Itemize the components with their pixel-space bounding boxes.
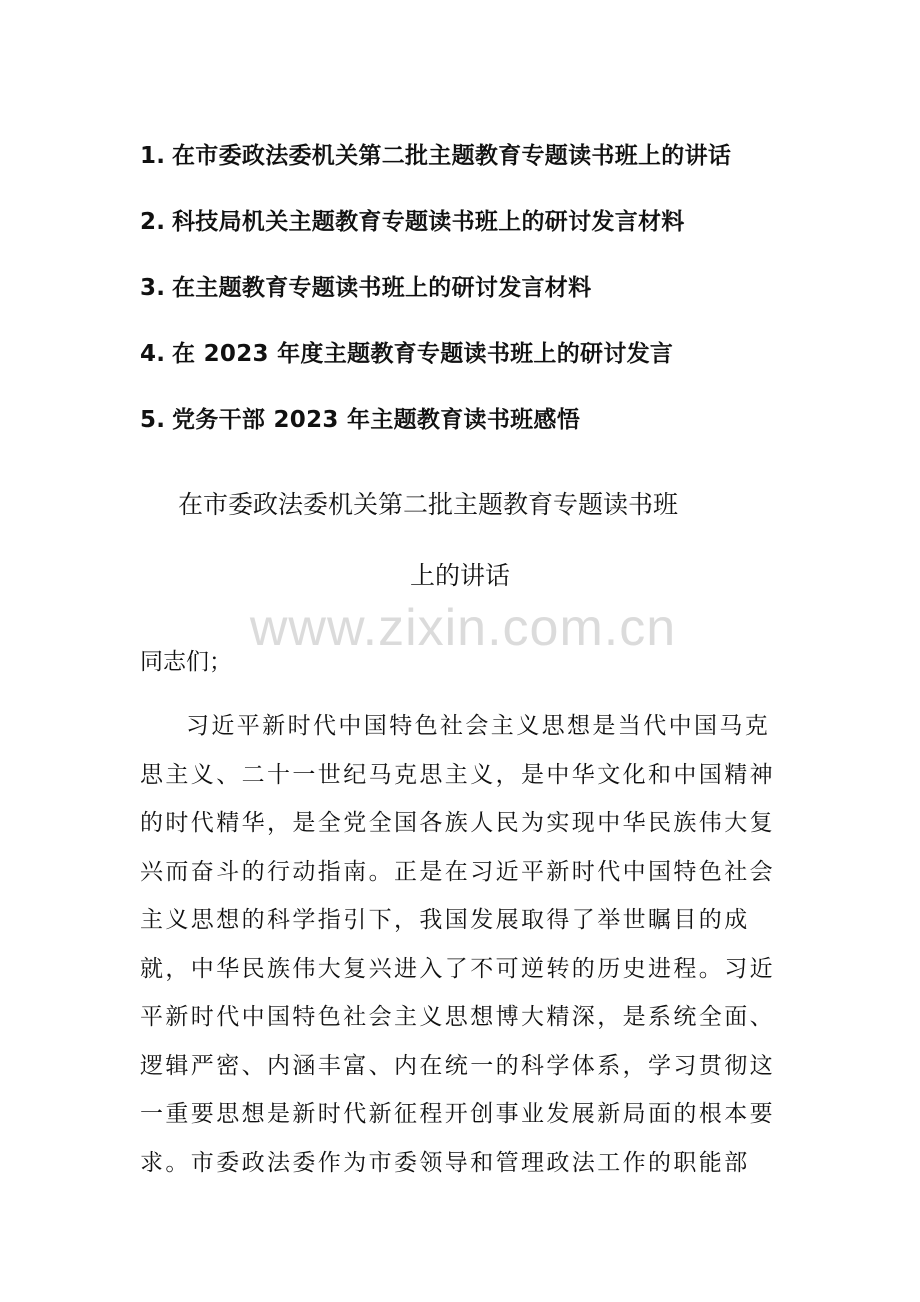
toc-item-number: 2.: [140, 209, 166, 235]
toc-item-text: 在市委政法委机关第二批主题教育专题读书班上的讲话: [172, 143, 732, 169]
watermark: www.zixin.com.cn: [249, 599, 677, 657]
body-line: 就，中华民族伟大复兴进入了不可逆转的历史进程。习近: [140, 955, 775, 982]
toc-item-number: 3.: [140, 275, 166, 301]
body-line: 兴而奋斗的行动指南。正是在习近平新时代中国特色社会: [140, 858, 775, 885]
body-line: 的时代精华，是全党全国各族人民为实现中华民族伟大复: [140, 810, 775, 836]
toc-item-2[interactable]: [140, 202, 800, 268]
toc-item-3[interactable]: [140, 268, 800, 334]
salutation: 同志们；: [140, 649, 232, 675]
body-paragraph: [140, 702, 775, 1187]
toc-item-number: 1.: [140, 143, 166, 169]
toc-item-5[interactable]: [140, 400, 800, 466]
toc-item-text: 在主题教育专题读书班上的研讨发言材料: [172, 275, 592, 301]
toc-item-4[interactable]: [140, 334, 800, 400]
toc-item-number: 4.: [140, 341, 166, 367]
toc-item-number: 5.: [140, 407, 166, 433]
body-line: 平新时代中国特色社会主义思想博大精深，是系统全面、: [140, 1004, 775, 1030]
body-line: 一重要思想是新时代新征程开创事业发展新局面的根本要: [140, 1101, 775, 1127]
table-of-contents: [140, 136, 800, 466]
body-line: 逻辑严密、内涵丰富、内在统一的科学体系，学习贯彻这: [140, 1052, 775, 1079]
toc-item-text: 党务干部 2023 年主题教育读书班感悟: [172, 407, 581, 433]
toc-item-text: 科技局机关主题教育专题读书班上的研讨发言材料: [172, 209, 685, 235]
body-line: 习近平新时代中国特色社会主义思想是当代中国马克: [186, 713, 771, 739]
document-title-line-2: 上的讲话: [409, 561, 510, 590]
toc-item-1[interactable]: [140, 136, 800, 202]
toc-item-text: 在 2023 年度主题教育专题读书班上的研讨发言: [172, 341, 674, 367]
body-line: 求。市委政法委作为市委领导和管理政法工作的职能部: [140, 1149, 750, 1176]
body-line: 思主义、二十一世纪马克思主义，是中华文化和中国精神: [140, 761, 775, 788]
document-title-line-1: 在市委政法委机关第二批主题教育专题读书班: [178, 490, 679, 519]
body-line: 主义思想的科学指引下，我国发展取得了举世瞩目的成: [140, 907, 750, 933]
